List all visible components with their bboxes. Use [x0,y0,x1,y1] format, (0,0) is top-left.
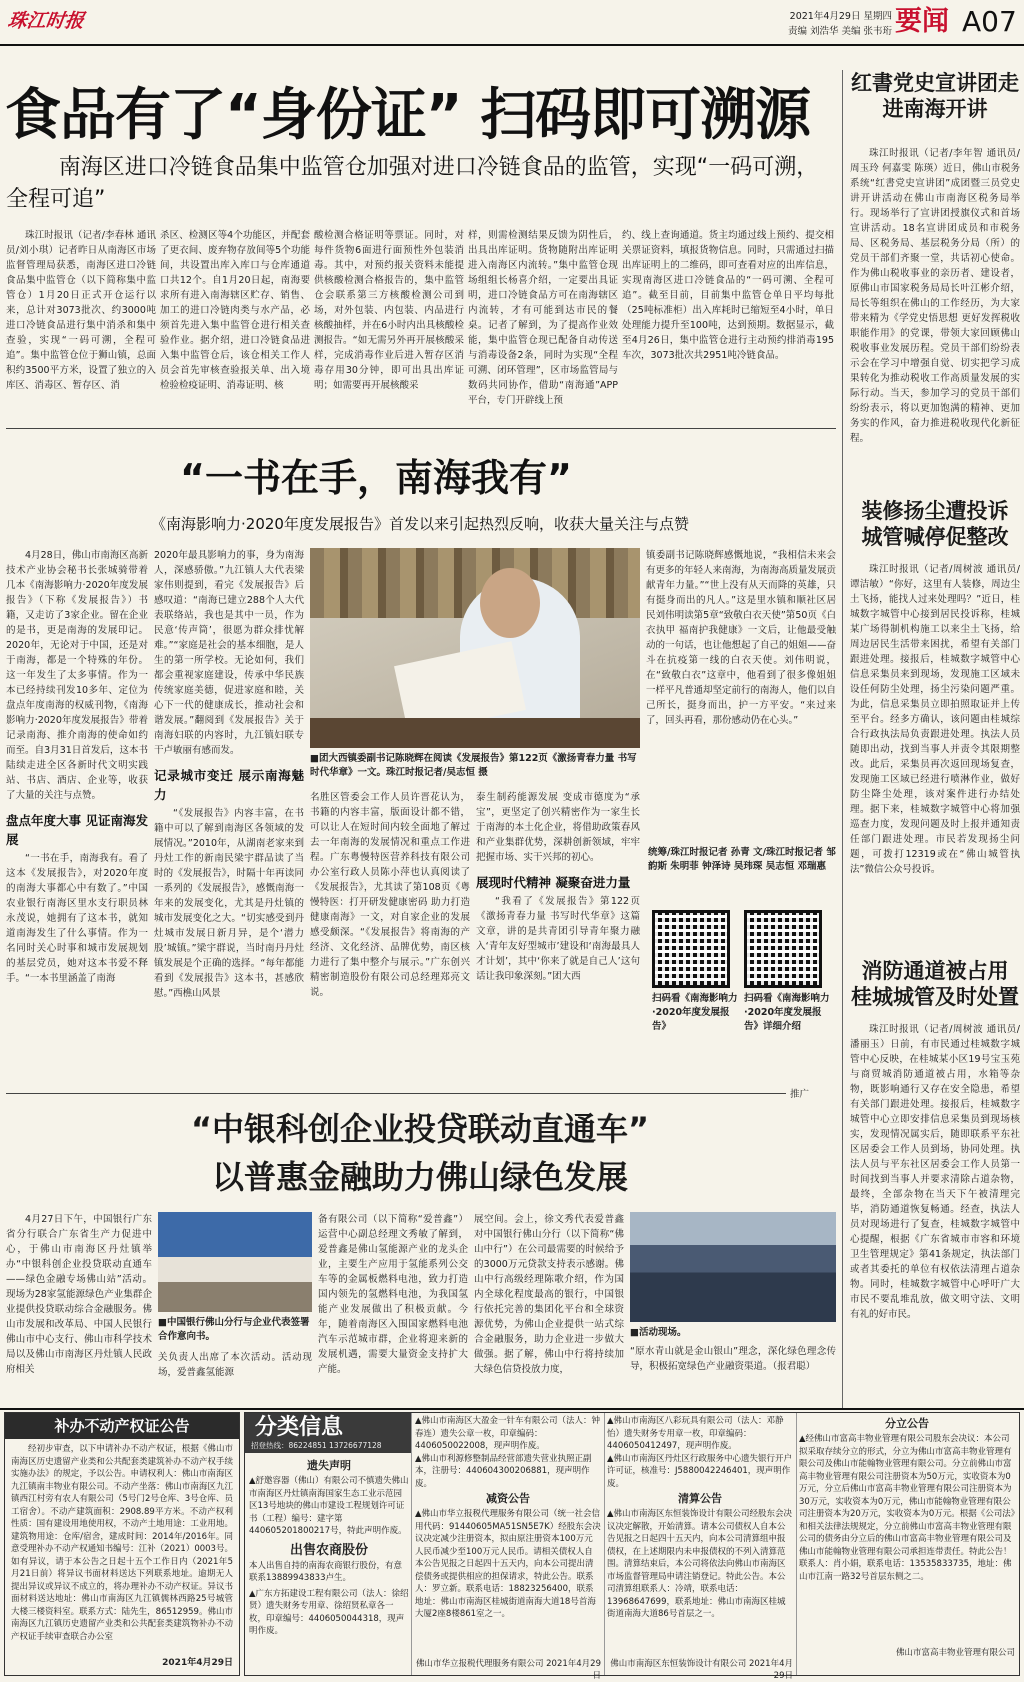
section-label: 要闻 [895,6,949,37]
article3-col-1: 4月27日下午，中国银行广东省分行联合广东省生产力促进中心，于佛山市南海区丹灶镇举办“中银科创企业投贷联动直通车——绿色金融专场佛山站”活动。现场为28家氢能源绿色产业集群企业提供投贷联动综合金融服务。佛山市发展和改革局、中国人民银行佛山市中心支行、佛山市科学技术局以及佛山市南海区丹灶镇人民政府相关 [6,1214,152,1375]
lost-notice-5: ▲佛山市南海区八彩玩具有限公司（法人：邓静怡）遗失财务专用章一枚，印章编码：4406050412497，现声明作废。 [607,1416,784,1451]
article3-col-3b: “原水青山就是金山银山”理念，深化绿色理念传导，积极拓宽绿色产业融资渠道。（报君聪） [630,1346,836,1372]
article1-col-5: 约、线上查询通道。货主均通过线上预约、提交相关票证资料，填报货物信息。同时，只需通过扫描出库证明上的二维码，即可查看对应的出库信息，实现南海区进口冷链食品的“一码可溯、全程可追”。截至目前，目前集中监管仓单日平均每批（25吨标准柜）出入库耗时已缩短至4小时，单日处理能力提升至100吨，达到预期。数据显示，截至4月26日，集中监管仓进行主动预约排消毒195车次，3073批次共2951吨冷链食品。 [622,230,834,361]
article2-col1b-text: “一书在手，南海我有。看了这本《发展报告》，对2020年度的南海大事都心中有数了。”中国农业银行南海区里水支行职员林永茂说，她拥有了这本书，就知道南海发生了什么事情。作为一名同时关心时事和城市发展规划的基层党员，她对这本书爱不释手。“一本书里涵盖了南海 [6,853,148,984]
liquidation-signature: 佛山市南海区东恒装饰设计有限公司 2021年4月29日 [610,1659,793,1681]
person-head-shape [480,568,540,638]
article2-subhead-2: 记录城市变迁 展示南海魅力 [154,768,304,802]
classified-divider-3 [796,1413,797,1675]
article1-deck: 南海区进口冷链食品集中监管仓加强对进口冷链食品的监管，实现“一码可溯，全程可追” [6,155,819,212]
classified-col-d [799,1415,1015,1673]
reader-photo [310,548,640,748]
article1-col-4: 样，则需检测结果反馈为阴性后，出具出库证明。货物随附出库证明进入南海区内流转。”集中监管仓现场组组长杨喜介绍，一定要出具证明，进口冷链食品方可在南海辖区内流转，才有可能到达市民的餐桌。记者了解到，为了提高作业效能，集中监管仓现已配备自动传送与消毒设备2条，同时为实现“全程可溯、闭环管理”，区市场监管局与数码共同协作，借助“南海通”APP平台，专门开辟线上预 [468,230,618,406]
share-sale-text: 本人出售自持的南海农商银行股份，有意联系13889943833卢生。 [249,1560,403,1583]
article2-col-3 [310,790,470,1058]
classified-col-b [415,1415,601,1681]
real-estate-notice-text: 经初步审查，以下申请补办不动产权证，根据《佛山市南海区历史遗留产业类和公共配套类建筑补办不动产权手续实施办法》的规定，予以公告。申请权利人：佛山市南海区九江镇南丰物业有限公司。不动产坐落：佛山市南海区九江镇西江村旁有农人有限公司（5号门2号仓库、3号仓库、员工宿舍）。不动产建筑面积：2908.89平方米。不动产权利性质：国有建设用地使用权，不动产土地用途：工业用地。建筑物用途：仓库/宿舍，建成时间：2014年/2016年。同意受理补办不动产权通知书编号：江补（2021）0003号。如有异议，请于本公告之日起十五个工作日内（2021年5月21日前）将异议书面材料送达下列联系地址。逾期无人提出异议或异议不成立的，将办理补办不动产权证。异议书面材料送达地址：佛山市南海区九江镇儒林西路25号城管大楼三楼资料室。联系方式：陆先生，86512959。佛山市南海区九江镇历史遗留产业类和公共配套类建筑物补办不动产权证手续审查联合办公室 [11,1444,233,1642]
lost-notice-4: ▲佛山市利源修整制品经营部遗失营业执照正副本，注册号：440604300206881，现声明作废。 [415,1453,592,1489]
sidebar-1-text: 珠江时报讯（记者/李年智 通讯员/周玉玲 何嘉雯 陈瑛）近日，佛山市税务系统“红書党史宣讲团”成团暨三员党史讲开讲活动在佛山市南海区税务局举行。现场举行了宣讲团授旗仪式和首场宣讲活动。18名宣讲团成员和市税务局、区税务局、基层税务分局（所）的党员干部们齐聚一堂，共话初心使命。作为佛山税收事业的亲历者、建设者，原佛山市国家税务局局长叶江彬介绍，局长等组织在佛山的工作经历，为大家带来精为《学党史悟思想 更好发挥税收职能作用》的党课，带领大家回顾佛山税收事业发展历程。党员干部们纷纷表示会在学习中增强自觉、切实把学习成果转化为推动税收工作高质量发展的实际行动。当天，参加学习的党员干部们纷纷表示，将以更加饱满的精神、更加务实的作风，奋力推进税收现代化新征程。 [850,148,1020,444]
classified-col-c [607,1415,793,1681]
article3-col-3: 展空间。会上，徐文秀代表爱普鑫对中国银行佛山分行（以下简称“佛山中行”）在公司最需要的时候给予的3000万元贷款支持表示感谢。佛山中行高级经理陈歌介绍，作为国内全球化程度最高的银行，中国银行依托完善的集团化平台和全球资源优势，为佛山企业提供一站式综合金融服务，助力企业进一步做大做强。据了解，佛山中行将持续加大绿色信贷投放力度， [474,1214,624,1375]
article1-col-1: 珠江时报讯（记者/李春林 通讯员/刘小琪）记者昨日从南海区市场监督管理局获悉，南海区进口冷链食品集中监管仓（以下简称集中监管仓）1月20日正式开仓运行以来，总计对3073批次、约3000吨进口冷链食品进行集中消杀和集中查验，实现“一码可溯，全程可追”。集中监管仓位于狮山镇，总面积约3500平方米，设置了独立的入库区、消毒区、暂存区、消 [6,230,156,391]
real-estate-notice-title: 补办不动产权证公告 [5,1413,239,1439]
lost-notice-1: ▲舒邀容器（佛山）有限公司不慎遗失佛山市南海区丹灶镇南海国家生态工业示范园区13号地块的佛山市建设工程规划许可证书（工程）编号：建字第440605201800217号，特此声明作废。 [249,1476,409,1536]
article2-col3c-text: “我看了《发展报告》第122页《激扬青春力量 书写时代华章》这篇文章，讲的是共青团引导青年聚力融入‘青年友好型城市’建设和‘南海最具人才计划’，其中‘你来了就是自己人’这句话让我印象深刻。”团大西 [476,896,640,982]
classified-divider-1 [411,1413,412,1675]
division-text: ▲经佛山市富高丰物业管理有限公司股东会决议：本公司拟采取存续分立的形式，分立为佛山市富高丰物业管理有限公司及佛山市能翰物业管理有限公司。分立前佛山市富高丰物业管理有限公司注册资本为50万元，实收资本为0万元，分立后佛山市富高丰物业管理有限公司注册资本为30万元，实收资本为0万元，佛山市能翰物业管理有限公司注册资本为20万元，实收资本为0万元。根据《公司法》和相关法律法规规定，分立前佛山市富高丰物业管理有限公司的债务由分立后的佛山市富高丰物业管理有限公司及佛山市能翰物业管理有限公司承担连带责任。特此公告！联系人：肖小娟，联系电话：13535833735，地址：佛山市江南一路32号首层东侧之二。 [799,1434,1015,1582]
article1-bottom-rule [6,428,836,429]
signing-photo-caption: ■中国银行佛山分行与企业代表签署合作意向书。 [158,1317,310,1342]
lost-notice-6: ▲佛山市南海区丹灶区行政服务中心遗失银行开户许可证，核准号：J5880042246401，现声明作废。 [607,1453,793,1489]
capital-reduction-title: 减资公告 [486,1492,530,1505]
qr-code-2-caption: 扫码看《南海影响力·2020年度发展报告》详细介绍 [744,993,830,1032]
article2-col3-text: 名胜区管委会工作人员许晋花认为，书籍的内容丰富，版面设计都不错，可以让人在短时间内较全面地了解过去一年南海的发展情况和重点工作进程。广东粤慢特医营养科技有限公司办公室行政人员陈小萍也认真阅读了《发展报告》，尤其读了第108页《粤慢特医：打开研发健康密码 助力打造健康南海》一文，对自家企业的发展感受颇深。“《发展报告》将南海的产经济、文化经济、品牌优势，南区核力进行了集中整介与展示。”广东创兴精密制造股份有限公司总经理郑亮文说。 [310,792,470,998]
qr-code-2 [744,910,822,988]
sidebar-2-headline: 装修扬尘遭投诉 城管喊停促整改 [861,499,1009,549]
page-number: A07 [962,5,1017,38]
article3-col-2: 备有限公司（以下简称“爱普鑫”）运营中心副总经理文秀敏了解到，爱普鑫是佛山氢能源产业的龙头企业，主要生产应用于氢能系列公交车等的金属板燃料电池，致力打造国内领先的氢燃料电池，为我国氢能产业发展做出了积极贡献。今年，随着南海区入围国家燃料电池汽车示范城市群，企业将迎来新的发展机遇，需要大量资金支持扩大产能。 [318,1214,468,1375]
article2-bottom-rule [6,1093,786,1094]
lost-notice-3: ▲佛山市南海区大盈金一针车有限公司（法人：钟春连）遗失公章一枚，印章编码：4406050022008，现声明作废。 [415,1416,601,1451]
promo-tag: 推广 [790,1089,810,1100]
real-estate-notice [4,1412,240,1676]
masthead-rule [0,44,1024,46]
article2-col1-text: 4月28日，佛山市南海区高新技术产业协会秘书长张城骑带着几本《南海影响力·2020年度发展报告》（下称《发展报告》）书籍，又走访了3家企业。留在企业的是书，更是南海的发展印记。2020年，无论对于中国，还是对于南海，都是一个特殊的年份。这一年发生了太多事情。作为一本已经持续刊发10多年、定位为盘点年度南海的权威刊物，《南海影响力·2020年度发展报告》带着记录南海、推介南海的使命如约而至。自3月31日首发后，这本书陆续走进全区各新时代文明实践站、书店、酒店、企业等，收获了大量的关注与点赞。 [6,550,148,801]
article2-subhead-3: 展现时代精神 凝聚奋进力量 [476,875,631,890]
masthead [0,0,1024,48]
classified-divider-2 [604,1413,605,1675]
article2-col3b-text: 泰生制药能源发展 变成市德度为“承宝”，更坚定了创兴精密作为一家生长于南海的本土化企业，将借助政策春风和产业集群优势，深耕创新领域，牢牢把握市场、实干兴邦的初心。 [476,792,640,863]
sidebar-3-headline: 消防通道被占用 桂城城管及时处置 [851,959,1019,1009]
article2-deck: 《南海影响力·2020年度发展报告》首发以来引起热烈反响，收获大量关注与点赞 [151,515,689,533]
article2-col-3b [476,790,640,1058]
lost-notice-2: ▲广东方拓建设工程有限公司（法人：徐绍贤）遗失财务专用章、徐绍贤私章各一枚，印章编号：4406050044318，现声明作废。 [249,1588,409,1636]
event-photo [630,1212,836,1322]
article2-col-1 [6,548,148,1058]
lost-notice-title: 遗失声明 [307,1459,351,1472]
desk-shape [310,718,640,748]
reader-photo-caption: ■团大西镇委副书记陈晓辉在阅读《发展报告》第122页《激扬青春力量 书写时代华章》一文。珠江时报记者/吴志恒 摄 [310,753,637,778]
event-photo-caption: ■活动现场。 [630,1327,687,1338]
paper-logo: 珠江时报 [6,10,86,32]
division-signature: 佛山市富高丰物业管理有限公司 [895,1648,1015,1658]
article2-col-2 [154,548,304,1058]
classified-title: 分类信息 [255,1415,344,1440]
real-estate-notice-date: 2021年4月29日 [162,1658,233,1668]
liquidation-title: 清算公告 [678,1492,722,1505]
article1-col-3: 酸检测合格证明等票证。同时，对每件货物6面进行面预性外包装消毒。其中，对预约报关资料未能提供核酸检测合格报告的，集中监管仓会联系第三方核酸检测公司到场，对外包装、内包装、内品进行核酸抽样，并在6小时内出具核酸检测报告。“如无需另外再开展核酸采样，完成消毒作业后进入暂存区消毒存用30分钟，即可出具出库证明；如需要再开展核酸采 [314,230,464,391]
signing-photo [158,1212,312,1312]
classified-col-a [249,1457,409,1673]
article2-col2-text: 2020年最具影响力的事，身为南海人，深感骄傲。”九江镇人大代表梁家伟则提到，看完《发展报告》后感叹道：“南海已建立288个人大代表联络站，我也是其中一员，作为民意‘传声筒’，很愿为群众排忧解难。”“家庭是社会的基本细胞，是人生的第一所学校。无论如何，我们都会重视家庭建设，传承中华民族传统家庭美德，促进家庭和睦，关心下一代的健康成长，推动社会和谐发展。”翻阅到《发展报告》关于南海妇联的内容时，九江镇妇联专干卢敏丽有感而发。 [154,550,304,756]
article3-col-1b: 关负责人出席了本次活动。活动现场，爱普鑫氢能源 [158,1352,312,1378]
article3-headline-2: 以普惠金融助力佛山绿色发展 [211,1158,628,1196]
article2-col4-text: 镇委副书记陈晓辉感慨地说，“我相信未来会有更多的年轻人来南海，为南海高质量发展贡献青年力量。”“世上没有从天而降的英雄，只有挺身而出的凡人。”这是里水镇和顺社区居民刘伟明读第5章“致敬白衣天使”第50页《白衣执甲 福南护我健康》一文后，让他最受触动的一句话，也让他想起了自己的姐姐——奋斗在抗疫第一线的白衣天使。刘伟明说，在“致敬白衣”这章中，他看到了很多像姐姐一样平凡普通却坚定前行的南海人，他们以自己所长，挺身而出，护一方平安。“来过来了，回头再看，那份感动仍在心头。” [646,550,837,726]
capital-reduction-text: ▲佛山市华立报税代理服务有限公司（统一社会信用代码：91440605MA51SN5E7K）经股东会决议决定减少注册资本，拟由原注册资本100万元人民币减少至100万元人民币。请相关债权人自本公告见报之日起四十五天内，向本公司提出清偿债务或提供相应的担保请求，特此公告。联系人：罗立新。联系电话：18823256400，联系地址：佛山市南海区桂城街道南海大道18号首海大厦2座8楼861室之一。 [415,1509,601,1619]
sidebar-3-text: 珠江时报讯（记者/周树波 通讯员/潘丽玉）日前，有市民通过桂城数字城管中心反映，在桂城某小区19号宝玉苑与商贸城消防通道被占用，水箱等杂物，既影响通行又存在安全隐患，希望有关部门跟进处理。接报后，桂城数字城管中心立即安排信息采集员到现场核实，发现情况属实后，随即联系平东社区居委会工作人员到场，协同处理。执法人员与平东社区居委会工作人员第一时间找到当事人并要求清除占道杂物，最终，全部杂物在当天下午被清理完毕，消防通道恢复畅通。经查，执法人员对现场进行了复查，桂城数字城管中心提醒，根据《广东省城市市容和环境卫生管理规定》第41条规定，执法部门或者其委托的单位有权依法清理占道杂物。同时，桂城数字城管中心呼吁广大市民不要乱堆乱放，做文明守法、文明有礼的好市民。 [850,1024,1020,1320]
ads-top-rule [0,1408,1024,1410]
editors-line: 责编 刘浩华 美编 张韦珩 [787,26,892,37]
article2-col-4 [646,548,836,838]
share-sale-title: 出售农商股份 [289,1542,368,1558]
article1-headline: 食品有了“身份证” 扫码即可溯源 [5,83,811,148]
article2-subhead-1: 盘点年度大事 见证南海发展 [6,813,148,847]
qr-code-1-caption: 扫码看《南海影响力·2020年度发展报告》 [652,993,738,1032]
article2-col2b-text: “《发展报告》内容丰富，在书籍中可以了解到南海区各领域的发展情况。”2010年，从湖南老家来到丹灶工作的新南民梁宇群品读了当时的《发展报告》，时隔十年再读同一系列的《发展报告》，感慨南海一年来的发展变化，尤其是丹灶镇的城市发展变化之大。“切实感受到丹灶城市发展日新月异，是个‘潜力股’城镇。”梁宇群说，当时南丹丹灶镇发展是个正确的选择。“每年都能看到《发展报告》这本书，甚感欣慰。”西樵山风景 [154,808,304,999]
article3-headline-1: “中银科创企业投贷联动直通车” [190,1110,650,1148]
issue-date: 2021年4月29日 星期四 [789,11,892,22]
qr-code-1 [652,910,730,988]
sidebar-1-headline: 红書党史宣讲团走进南海开讲 [851,71,1019,121]
division-title: 分立公告 [885,1417,929,1430]
sidebar-divider [842,70,843,1410]
classified-phones: 招登热线：86224851 13726677128 [251,1441,382,1450]
liquidation-text: ▲佛山市南海区东恒装饰设计有限公司经股东会决议决定解散，开始清算。请本公司债权人自本公告见报之日起四十五天内，向本公司清算组申报债权，在上述期限内未申报债权的不列入清算范围。清算结束后，本公司将依法向佛山市南海区市场监督管理局申请注销登记。特此公告。本公司清算组联系人：冷靖，联系电话：13968647699，联系地址：佛山市南海区桂城街道南海大道86号首层之一。 [607,1509,793,1619]
classified-block [244,1412,1020,1681]
capital-reduction-signature: 佛山市华立报税代理服务有限公司 2021年4月29日 [415,1659,601,1681]
sidebar-2-text: 珠江时报讯（记者/周树波 通讯员/谭洁敏）“你好，这里有人装修，周边尘土飞扬，能找人过来处理吗？”近日，桂城数字城管中心接到居民投诉称，桂城某广场得制机构施工以来尘土飞扬，给周边居民生活带来困扰，希望有关部门跟进处理。接报后，桂城数字城管中心信息采集员来到现场，发现施工区域未设任何防尘处理，扬尘污染问题严重。为此，信息采集员立即拍照取证并上传至平台。经多方确认，该问题由桂城综合行政执法局负责跟进处理。执法人员随即出动，找到当事人并责令其限期整改。此后，采集员再次返回现场复查，发现施工区域已经进行喷淋作业，做好防尘降尘处理，该对案件进行办结处理。据下来，桂城数字城管中心将加强巡查力度，发现问题及时上报并通知责任部门跟进处理。市民若发现扬尘问题，可拨打12319或在“佛山城管执法”微信公众号投诉。 [850,564,1020,875]
article1-col-2: 杀区、检测区等4个功能区，并配套了更衣间、废弃物存放间等5个功能间，共设置出库入库口与仓库通道口共12个。自1月20日起，南海要求所有进入南海辖区贮存、销售、加工的进口冷链肉类与水产品，必须首先进入集中监管仓进行相关查验作业。据介绍，进口冷链食品进入集中监管仓后，该仓相关工作人员会首先审核查验报关单、出入境检验检疫证明、消毒证明、核 [160,230,310,391]
article2-headline: “一书在手，南海我有” [180,456,572,500]
article2-byline: 统筹/珠江时报记者 孙青 文/珠江时报记者 邹韵斯 朱明菲 钟泽诗 吴玮琛 吴志恒 邓瑞惠 [648,847,836,872]
classified-header [245,1413,411,1453]
